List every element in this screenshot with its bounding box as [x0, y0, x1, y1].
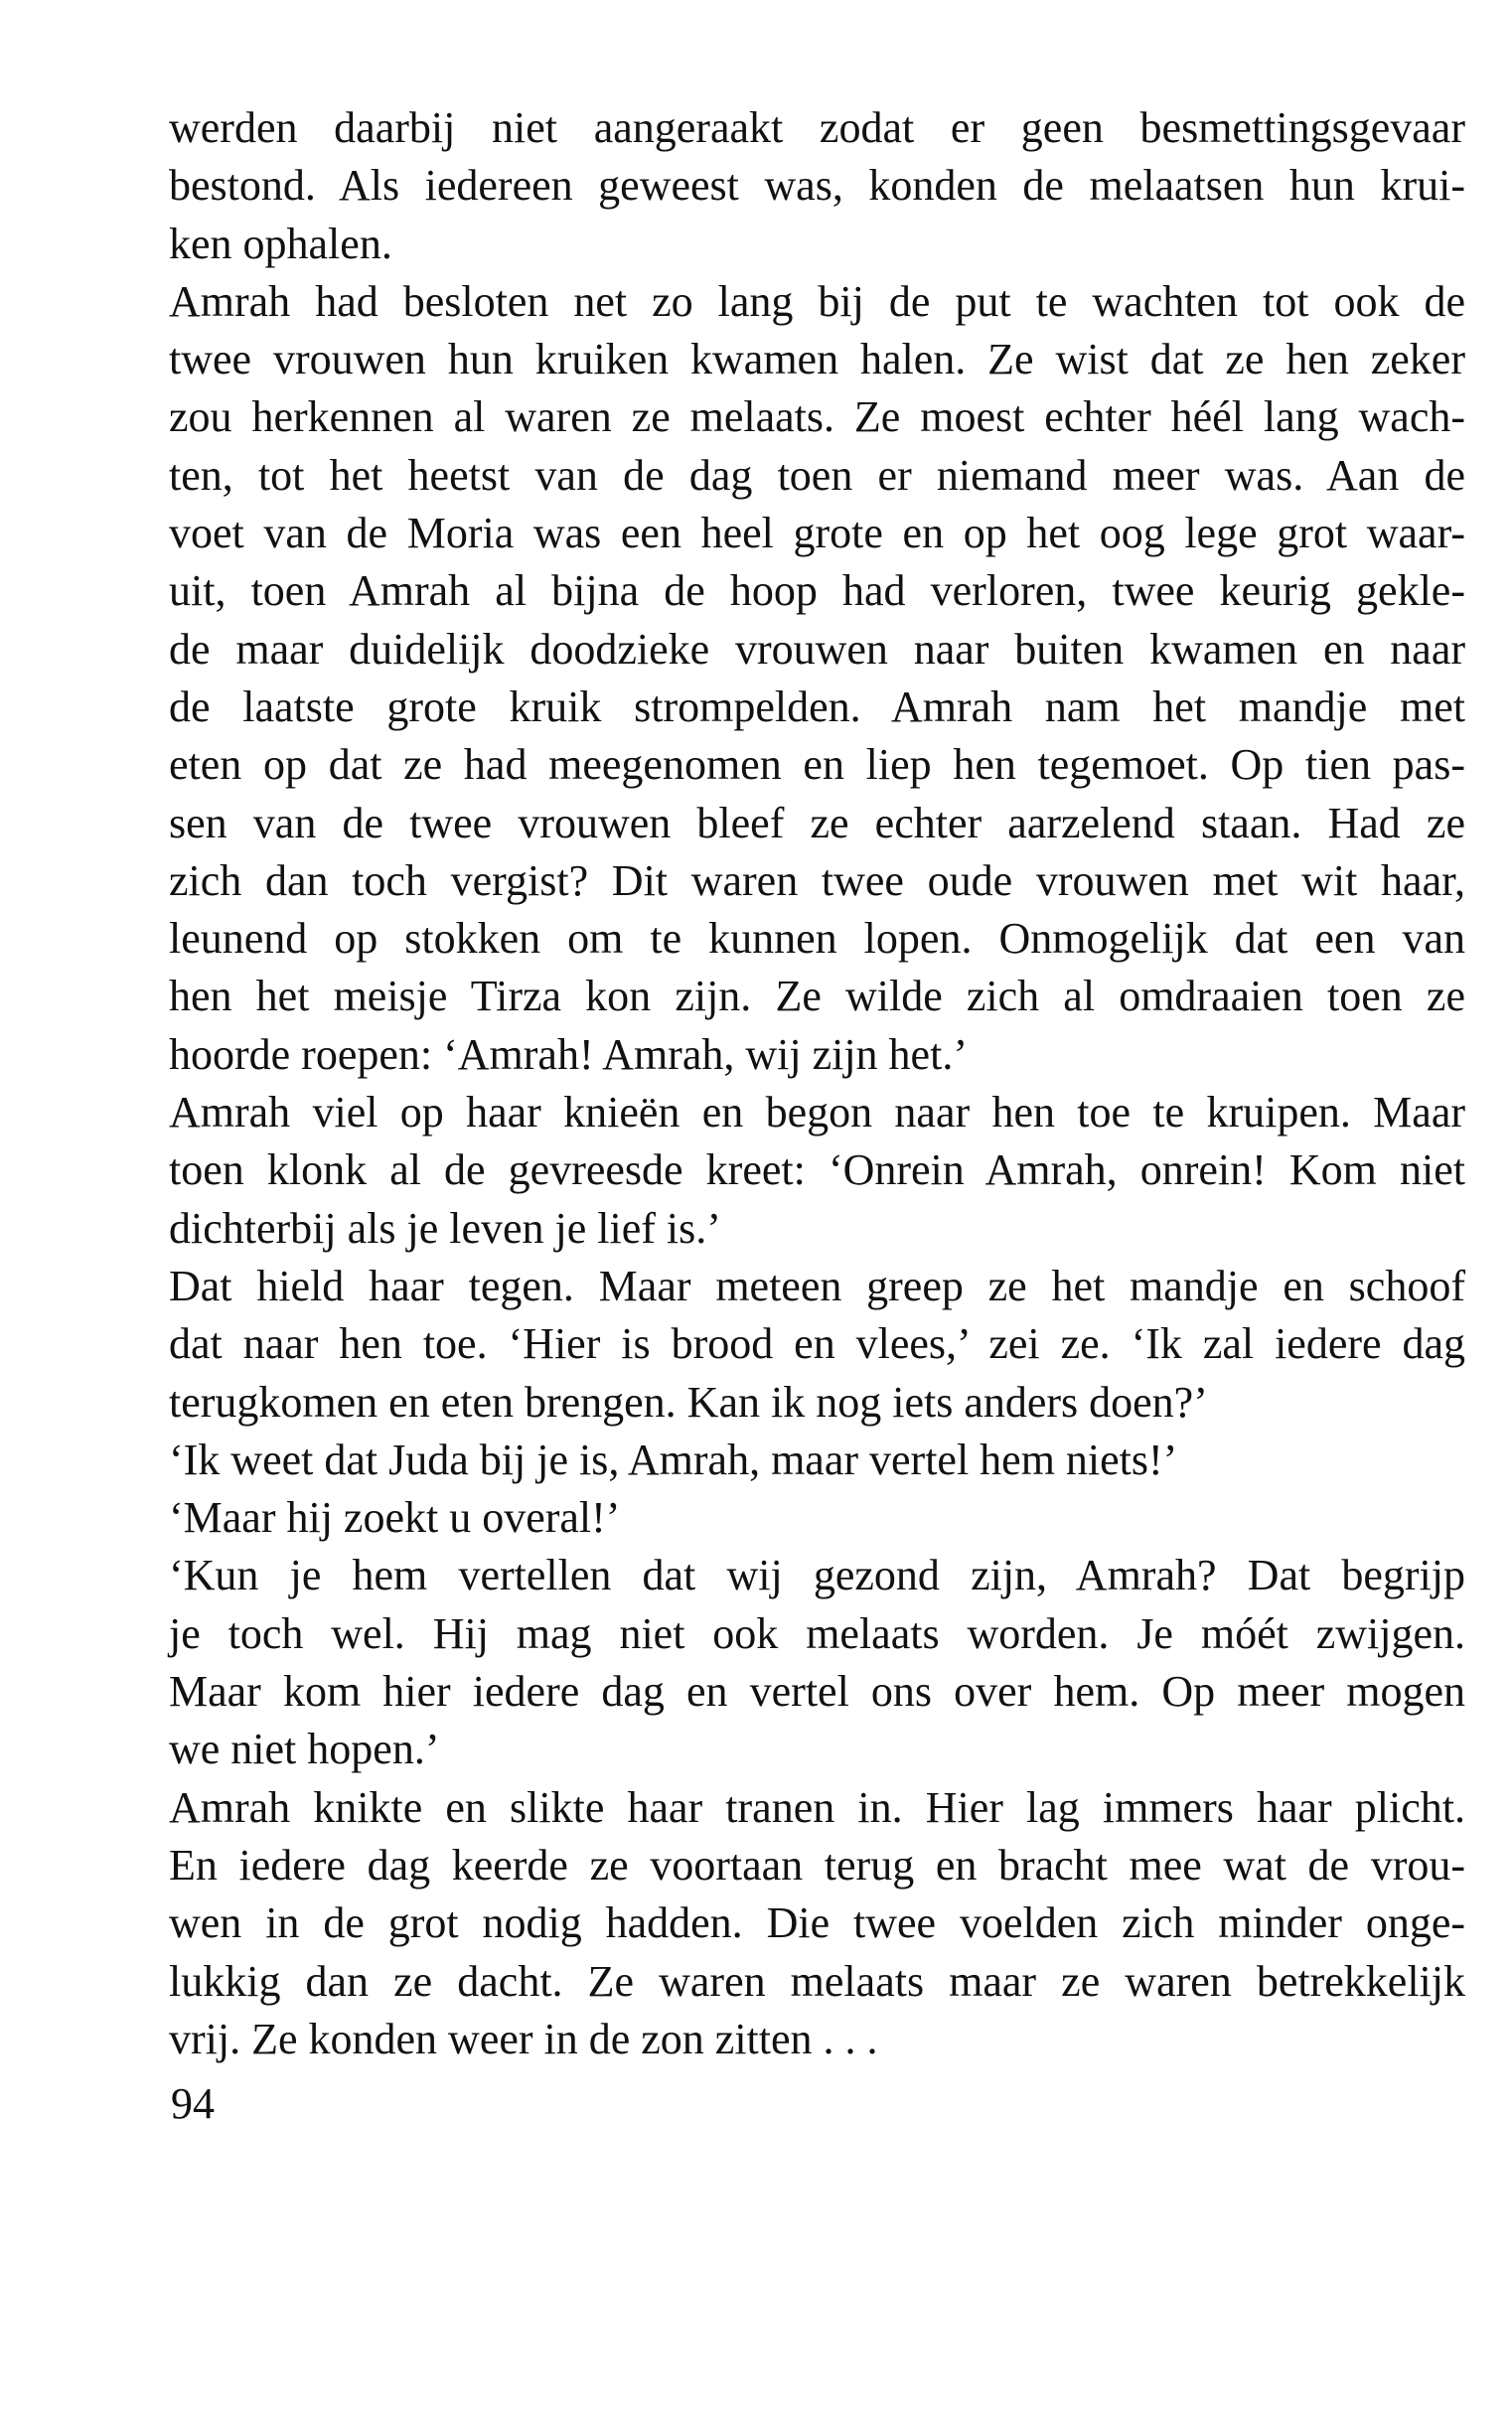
text-line: bestond. Als iedereen geweest was, konden de melaatsen hun krui-: [169, 161, 1465, 211]
text-line: ‘Kun je hem vertellen dat wij gezond zijn, Amrah? Dat begrijp: [169, 1551, 1465, 1600]
text-line: leunend op stokken om te kunnen lopen. Onmogelijk dat een van: [169, 914, 1465, 964]
text-line: ken ophalen.: [169, 219, 392, 268]
text-line: hen het meisje Tirza kon zijn. Ze wilde zich al omdraaien toen ze: [169, 972, 1465, 1021]
text-line: de laatste grote kruik strompelden. Amrah nam het mandje met: [169, 681, 1465, 731]
text-line: sen van de twee vrouwen bleef ze echter aarzelend staan. Had ze: [169, 798, 1465, 847]
text-line: Amrah had besloten net zo lang bij de put te wachten tot ook de: [169, 276, 1465, 326]
text-line: En iedere dag keerde ze voortaan terug en bracht mee wat de vrou-: [169, 1840, 1465, 1890]
text-line: wen in de grot nodig hadden. Die twee voelden zich minder onge-: [169, 1898, 1465, 1948]
text-line: eten op dat ze had meegenomen en liep hen tegemoet. Op tien pas-: [169, 740, 1465, 790]
text-line: de maar duidelijk doodzieke vrouwen naar buiten kwamen en naar: [169, 624, 1465, 674]
text-line: voet van de Moria was een heel grote en op het oog lege grot waar-: [169, 509, 1465, 558]
text-line: zou herkennen al waren ze melaats. Ze moest echter héél lang wach-: [169, 392, 1465, 442]
page-number: 94: [171, 2079, 215, 2128]
text-line: Amrah viel op haar knieën en begon naar hen toe te kruipen. Maar: [169, 1088, 1465, 1137]
text-line: we niet hopen.’: [169, 1725, 440, 1774]
text-line: ‘Ik weet dat Juda bij je is, Amrah, maar vertel hem niets!’: [169, 1435, 1178, 1484]
text-line: uit, toen Amrah al bijna de hoop had verloren, twee keurig gekle-: [169, 566, 1465, 616]
text-line: dichterbij als je leven je lief is.’: [169, 1203, 721, 1253]
text-line: Maar kom hier iedere dag en vertel ons over hem. Op meer mogen: [169, 1667, 1465, 1717]
text-line: Amrah knikte en slikte haar tranen in. Hier lag immers haar plicht.: [169, 1782, 1465, 1832]
text-line: hoorde roepen: ‘Amrah! Amrah, wij zijn het.’: [169, 1029, 968, 1079]
text-line: vrij. Ze konden weer in de zon zitten . . .: [169, 2014, 878, 2063]
text-line: Dat hield haar tegen. Maar meteen greep ze het mandje en schoof: [169, 1261, 1465, 1310]
text-line: terugkomen en eten brengen. Kan ik nog iets anders doen?’: [169, 1377, 1208, 1427]
text-line: ten, tot het heetst van de dag toen er niemand meer was. Aan de: [169, 450, 1465, 500]
text-line: werden daarbij niet aangeraakt zodat er geen besmettingsgevaar: [169, 103, 1465, 152]
body-text: [169, 99, 1465, 2068]
text-line: twee vrouwen hun kruiken kwamen halen. Ze wist dat ze hen zeker: [169, 335, 1465, 384]
text-line: lukkig dan ze dacht. Ze waren melaats maar ze waren betrekkelijk: [169, 1956, 1465, 2006]
text-line: toen klonk al de gevreesde kreet: ‘Onrein Amrah, onrein! Kom niet: [169, 1145, 1465, 1195]
text-line: dat naar hen toe. ‘Hier is brood en vlees,’ zei ze. ‘Ik zal iedere dag: [169, 1319, 1465, 1369]
text-line: ‘Maar hij zoekt u overal!’: [169, 1493, 621, 1543]
text-line: zich dan toch vergist? Dit waren twee oude vrouwen met wit haar,: [169, 855, 1465, 905]
text-line: je toch wel. Hij mag niet ook melaats worden. Je móét zwijgen.: [169, 1608, 1465, 1658]
